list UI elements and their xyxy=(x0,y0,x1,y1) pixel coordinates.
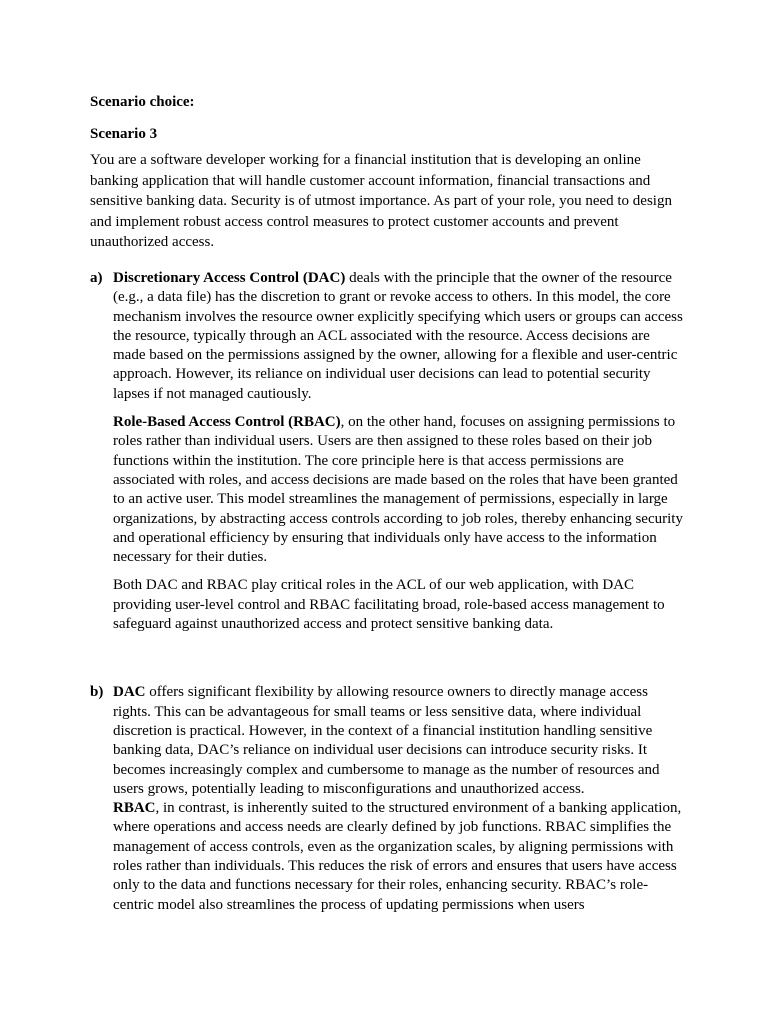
rbac-term: Role-Based Access Control (RBAC) xyxy=(113,414,341,431)
dac-definition-text: deals with the principle that the owner of the resource (e.g., a data file) has the discretion to grant or revoke access to others. In this model, the core mechanism involves the resource owner explicitly specifying which users or groups can access the resource, typically through an ACL associated with the resource. Access decisions are made based on the permissions assigned by the owner, allowing for a flexible and user-centric approach. However, its reliance on individual user decisions can lead to potential security lapses if not managed cautiously. xyxy=(113,269,683,402)
dac-analysis-paragraph xyxy=(113,683,684,799)
rbac-definition-text: , on the other hand, focuses on assigning permissions to roles rather than individual users. Users are then assigned to these roles based on their job functions within the institution. The core principle here is that access permissions are associated with roles, and access decisions are made based on the roles that have been granted to an active user. This model streamlines the management of permissions, especially in large organizations, by abstracting access controls according to job roles, thereby enhancing security and operational efficiency by ensuring that individuals only have access to the information necessary for their duties. xyxy=(113,414,683,566)
scenario-title: Scenario 3 xyxy=(90,126,158,142)
dac-analysis-text: offers significant flexibility by allowing resource owners to directly manage access rights. This can be advantageous for small teams or less sensitive data, where individual discretion is practical. However, in the context of a financial institution handling sensitive banking data, DAC’s reliance on individual user decisions can introduce security risks. It becomes increasingly complex and cumbersome to manage as the number of resources and users grows, potentially leading to misconfigurations and unauthorized access. xyxy=(113,684,660,797)
rbac-analysis-text: , in contrast, is inherently suited to the structured environment of a banking application, where operations and access needs are clearly defined by job functions. RBAC simplifies the management of access controls, even as the organization scales, by aligning permissions with roles rather than individuals. This reduces the risk of errors and ensures that users have access only to the data and functions necessary for their roles, enhancing security. RBAC’s role-centric model also streamlines the process of updating permissions when users xyxy=(113,800,682,913)
list-marker-b: b) xyxy=(90,684,104,701)
list-item-a xyxy=(90,269,684,634)
scenario-choice-heading: Scenario choice: xyxy=(90,94,195,110)
list-marker-a: a) xyxy=(90,269,103,286)
dac-analysis-term: DAC xyxy=(113,684,146,701)
list-item-b xyxy=(90,683,684,915)
rbac-analysis-term: RBAC xyxy=(113,800,156,817)
intro-paragraph: You are a software developer working for a financial institution that is developing an online banking application that will handle customer account information, financial transactions and sensitive banking data. Security is of utmost importance. As part of your role, you need to design and implement robust access control measures to protect customer accounts and prevent unauthorized access. xyxy=(90,152,672,251)
dac-definition-paragraph xyxy=(113,269,684,404)
summary-paragraph: Both DAC and RBAC play critical roles in the ACL of our web application, with DAC providing user-level control and RBAC facilitating broad, role-based access management to safeguard against unauthorized access and protect sensitive banking data. xyxy=(113,577,665,633)
dac-term: Discretionary Access Control (DAC) xyxy=(113,269,346,286)
rbac-definition-paragraph xyxy=(113,413,684,567)
rbac-analysis-paragraph xyxy=(113,799,684,915)
document-content xyxy=(90,93,684,915)
